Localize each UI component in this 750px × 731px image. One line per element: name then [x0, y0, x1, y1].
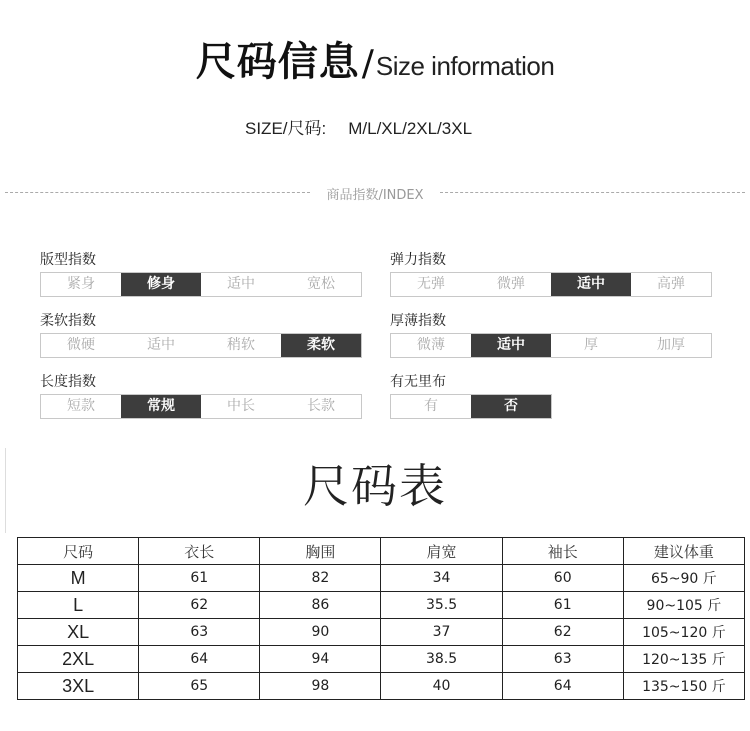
index-scale: [40, 333, 362, 358]
index-option: 适中: [227, 276, 255, 292]
index-group: [40, 372, 362, 419]
index-group-label: 厚薄指数: [390, 313, 446, 329]
index-option: 宽松: [307, 276, 335, 292]
table-cell: 61: [502, 592, 623, 619]
table-row: [18, 646, 745, 673]
table-header-cell: 尺码: [18, 538, 139, 565]
index-group-label: 版型指数: [40, 252, 96, 268]
index-header: 商品指数/INDEX: [326, 188, 424, 203]
index-option: 适中: [147, 337, 175, 353]
table-cell: 62: [139, 592, 260, 619]
table-cell: 62: [502, 619, 623, 646]
table-cell: 64: [139, 646, 260, 673]
table-cell: 94: [260, 646, 381, 673]
table-cell: 120~135 斤: [623, 646, 744, 673]
table-cell: 37: [381, 619, 502, 646]
index-option: 微薄: [417, 337, 445, 353]
index-option: 有: [424, 398, 438, 414]
table-row: [18, 565, 745, 592]
table-header-row: [18, 538, 745, 565]
size-values: M/L/XL/2XL/3XL: [348, 119, 473, 138]
page-title: [0, 30, 750, 87]
table-cell: 35.5: [381, 592, 502, 619]
index-option: 长款: [307, 398, 335, 414]
table-cell: 105~120 斤: [623, 619, 744, 646]
table-row: [18, 673, 745, 700]
index-group: [390, 311, 712, 358]
index-option-selected: 柔软: [281, 334, 361, 357]
size-line: [245, 114, 472, 139]
index-option: 微弹: [497, 276, 525, 292]
index-group: [390, 250, 712, 297]
size-cell: L: [18, 592, 139, 619]
size-cell: 2XL: [18, 646, 139, 673]
index-group-label: 弹力指数: [390, 252, 446, 268]
index-option: 微硬: [67, 337, 95, 353]
index-option-selected: 修身: [121, 273, 201, 296]
title-chinese: 尺码信息: [195, 39, 360, 85]
table-cell: 61: [139, 565, 260, 592]
table-cell: 90~105 斤: [623, 592, 744, 619]
index-option-selected: 适中: [551, 273, 631, 296]
index-group-label: 有无里布: [390, 374, 446, 390]
table-cell: 90: [260, 619, 381, 646]
table-cell: 82: [260, 565, 381, 592]
size-chart-title: 尺码表: [303, 459, 447, 513]
title-slash: /: [361, 43, 374, 84]
index-scale: [390, 394, 552, 419]
index-scale: [40, 272, 362, 297]
index-option: 短款: [67, 398, 95, 414]
table-cell: 34: [381, 565, 502, 592]
index-option: 稍软: [227, 337, 255, 353]
index-option-selected: 否: [471, 395, 551, 418]
table-cell: 135~150 斤: [623, 673, 744, 700]
size-table: [17, 537, 745, 700]
table-cell: 64: [502, 673, 623, 700]
divider-left: [5, 192, 310, 193]
index-option-selected: 常规: [121, 395, 201, 418]
table-cell: 65: [139, 673, 260, 700]
table-cell: 60: [502, 565, 623, 592]
table-header-cell: 袖长: [502, 538, 623, 565]
index-option: 无弹: [417, 276, 445, 292]
index-group: [390, 372, 552, 419]
table-row: [18, 619, 745, 646]
table-header-cell: 胸围: [260, 538, 381, 565]
index-group: [40, 250, 362, 297]
index-option: 中长: [227, 398, 255, 414]
size-cell: 3XL: [18, 673, 139, 700]
index-scale: [390, 333, 712, 358]
index-group-label: 长度指数: [40, 374, 96, 390]
title-english: Size information: [375, 51, 555, 81]
table-row: [18, 592, 745, 619]
table-cell: 86: [260, 592, 381, 619]
size-cell: XL: [18, 619, 139, 646]
table-cell: 63: [502, 646, 623, 673]
table-cell: 38.5: [381, 646, 502, 673]
index-option: 厚: [584, 337, 598, 353]
table-cell: 98: [260, 673, 381, 700]
size-cell: M: [18, 565, 139, 592]
index-group-label: 柔软指数: [40, 313, 96, 329]
index-option: 高弹: [657, 276, 685, 292]
table-cell: 63: [139, 619, 260, 646]
index-option: 紧身: [67, 276, 95, 292]
index-option-selected: 适中: [471, 334, 551, 357]
table-header-cell: 肩宽: [381, 538, 502, 565]
divider-right: [440, 192, 745, 193]
table-header-cell: 衣长: [139, 538, 260, 565]
table-header-cell: 建议体重: [623, 538, 744, 565]
table-cell: 40: [381, 673, 502, 700]
index-group: [40, 311, 362, 358]
index-option: 加厚: [657, 337, 685, 353]
size-label: SIZE/尺码:: [245, 119, 327, 138]
index-scale: [390, 272, 712, 297]
index-scale: [40, 394, 362, 419]
table-cell: 65~90 斤: [623, 565, 744, 592]
